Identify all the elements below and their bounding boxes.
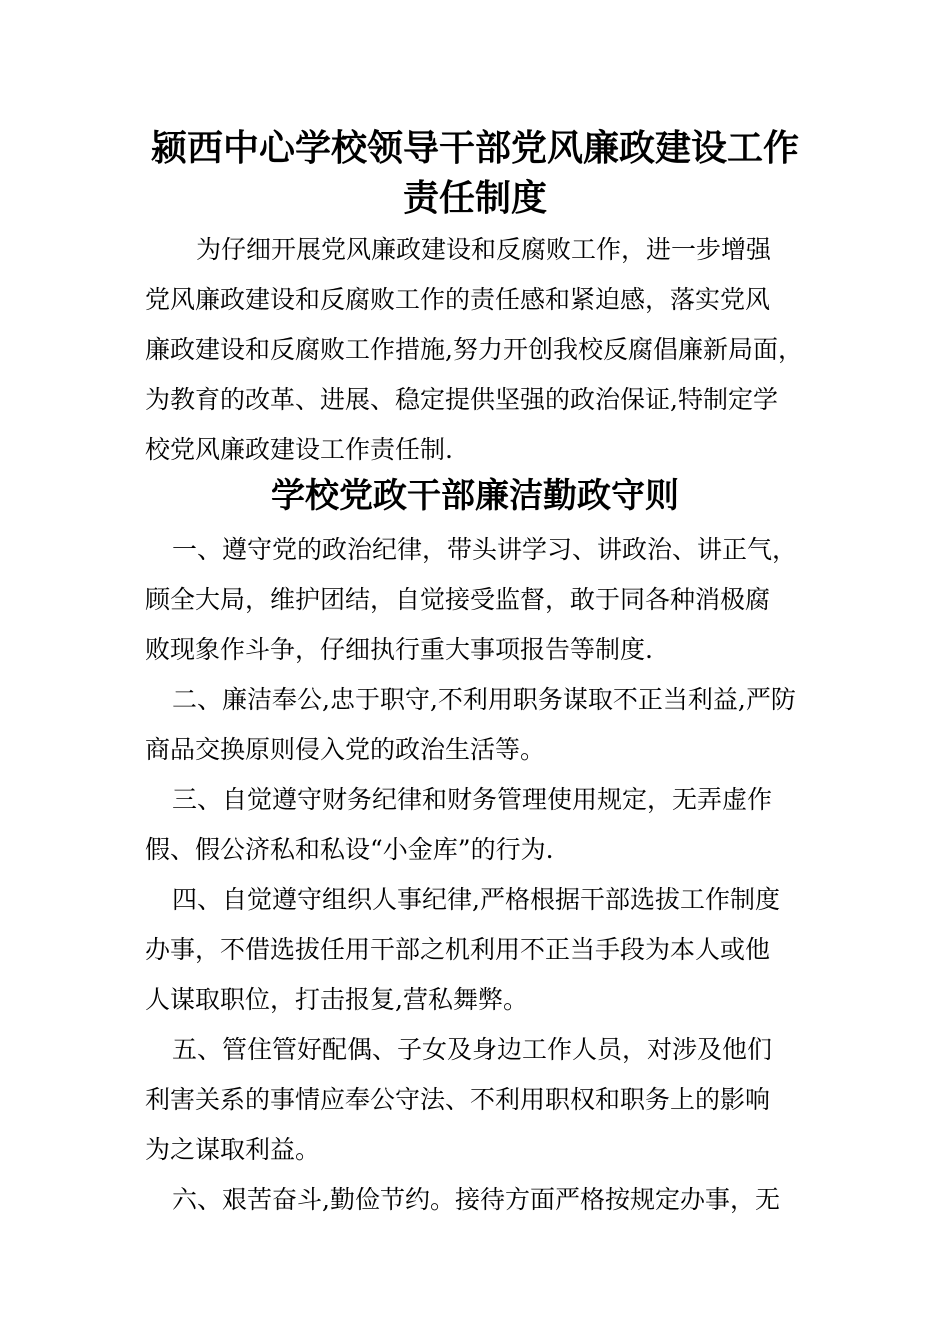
rule-line: 六、艰苦奋斗,勤俭节约。接待方面严格按规定办事，无 [172, 1185, 780, 1214]
section-title: 学校党政干部廉洁勤政守则 [271, 476, 679, 516]
intro-line: 廉政建设和反腐败工作措施,努力开创我校反腐倡廉新局面， [145, 335, 803, 364]
rule-line: 办事，不借选拔任用干部之机利用不正当手段为本人或他 [145, 935, 771, 964]
rule-line: 四、自觉遵守组织人事纪律,严格根据干部选拔工作制度 [172, 885, 780, 914]
intro-line: 为仔细开展党风廉政建设和反腐败工作，进一步增强 [196, 235, 772, 264]
rule-line: 一、遵守党的政治纪律，带头讲学习、讲政治、讲正气， [172, 535, 798, 564]
rule-line: 人谋取职位，打击报复,营私舞弊。 [145, 985, 528, 1014]
document-title-line-1: 颍西中心学校领导干部党风廉政建设工作 [150, 127, 799, 169]
intro-line: 为教育的改革、进展、稳定提供坚强的政治保证,特制定学 [145, 385, 778, 414]
rule-line: 顾全大局，维护团结，自觉接受监督，敢于同各种消极腐 [145, 585, 771, 614]
document-title-line-2: 责任制度 [402, 177, 547, 219]
rule-line: 商品交换原则侵入党的政治生活等。 [145, 735, 546, 764]
rule-line: 败现象作斗争，仔细执行重大事项报告等制度. [145, 635, 653, 664]
rule-line: 假、假公济私和私设“小金库”的行为. [145, 835, 554, 864]
intro-line: 党风廉政建设和反腐败工作的责任感和紧迫感，落实党风 [145, 285, 771, 314]
rule-line: 三、自觉遵守财务纪律和财务管理使用规定，无弄虚作 [172, 785, 773, 814]
rule-line: 利害关系的事情应奉公守法、不利用职权和职务上的影响 [145, 1085, 771, 1114]
rule-line: 五、管住管好配偶、子女及身边工作人员，对涉及他们 [172, 1035, 773, 1064]
intro-line: 校党风廉政建设工作责任制. [145, 435, 453, 464]
rule-line: 为之谋取利益。 [145, 1135, 321, 1164]
rule-line: 二、廉洁奉公,忠于职守,不利用职务谋取不正当利益,严防 [172, 685, 796, 714]
